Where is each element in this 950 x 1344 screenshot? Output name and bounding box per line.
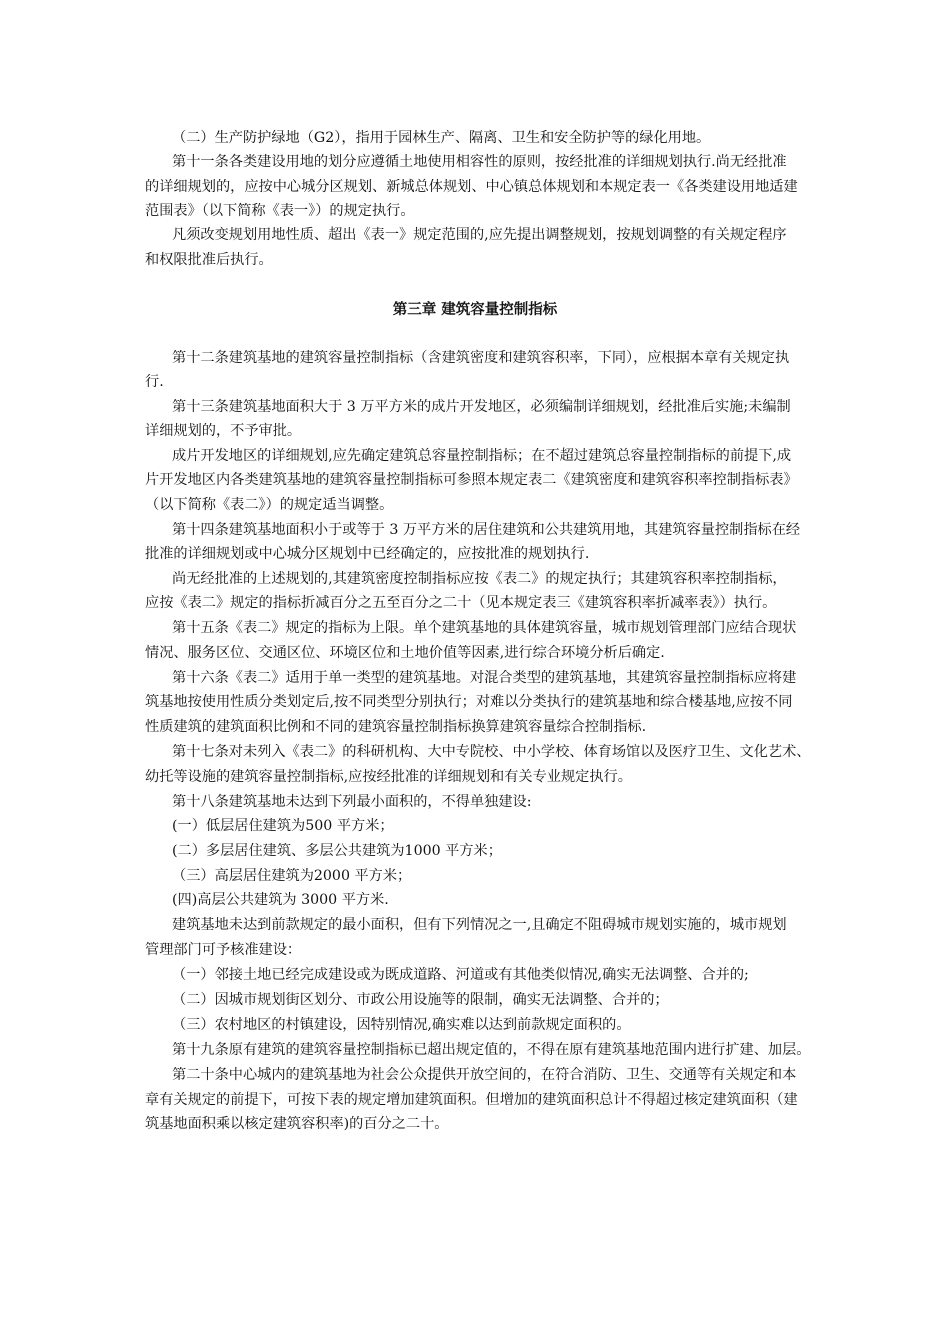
paragraph-line: 管理部门可予核准建设： — [145, 942, 302, 958]
paragraph-line: (一）低层居住建筑为500 平方米； — [172, 818, 394, 834]
paragraph-line: 和权限批准后执行。 — [145, 252, 273, 268]
paragraph-line: 凡须改变规划用地性质、超出《表一》规定范围的,应先提出调整规划，按规划调整的有关规定程序 — [172, 227, 787, 243]
paragraph-line: （一）邻接土地已经完成建设或为既成道路、河道或有其他类似情况,确实无法调整、合并的; — [172, 967, 749, 983]
paragraph-line: （三）高层居住建筑为2000 平方米； — [172, 868, 412, 884]
paragraph-line: 的详细规划的，应按中心城分区规划、新城总体规划、中心镇总体规划和本规定表一《各类建设用地适建 — [145, 179, 798, 195]
chapter-title: 第三章 建筑容量控制指标 — [392, 301, 558, 318]
paragraph-line: 第十九条原有建筑的建筑容量控制指标已超出规定值的，不得在原有建筑基地范围内进行扩建、加层。 — [172, 1042, 811, 1058]
paragraph-line: 批准的详细规划或中心城分区规划中已经确定的，应按批准的规划执行. — [145, 546, 590, 562]
paragraph-line: 第十七条对未列入《表二》的科研机构、大中专院校、中小学校、体育场馆以及医疗卫生、文化艺术、 — [172, 744, 811, 760]
paragraph-line: 尚无经批准的上述规划的,其建筑密度控制指标应按《表二》的规定执行；其建筑容积率控制指标， — [172, 571, 787, 587]
paragraph-line: （二）因城市规划街区划分、市政公用设施等的限制，确实无法调整、合并的； — [172, 992, 669, 1008]
paragraph-line: 筑基地按使用性质分类划定后,按不同类型分别执行；对难以分类执行的建筑基地和综合楼基地,应按不同 — [145, 694, 793, 710]
paragraph-line: 第十五条《表二》规定的指标为上限。单个建筑基地的具体建筑容量，城市规划管理部门应结合现状 — [172, 620, 797, 636]
paragraph-line: 行. — [145, 374, 164, 390]
paragraph-line: 第十二条建筑基地的建筑容量控制指标（含建筑密度和建筑容积率，下同），应根据本章有关规定执 — [172, 350, 790, 366]
paragraph-line: (四)高层公共建筑为 3000 平方米. — [172, 892, 389, 908]
paragraph-line: 范围表》（以下简称《表一》）的规定执行。 — [145, 203, 415, 219]
paragraph-line: 章有关规定的前提下，可按下表的规定增加建筑面积。但增加的建筑面积总计不得超过核定建筑面积（建 — [145, 1092, 798, 1108]
paragraph-line: 详细规划的，不予审批。 — [145, 423, 302, 439]
paragraph-line: 第十三条建筑基地面积大于 3 万平方米的成片开发地区，必须编制详细规划，经批准后实施;未编制 — [172, 399, 791, 415]
paragraph-line: 情况、服务区位、交通区位、环境区位和土地价值等因素,进行综合环境分析后确定. — [145, 645, 665, 661]
paragraph-line: 第十四条建筑基地面积小于或等于 3 万平方米的居住建筑和公共建筑用地，其建筑容量控制指标在经 — [172, 522, 801, 538]
paragraph-line: 第二十条中心城内的建筑基地为社会公众提供开放空间的，在符合消防、卫生、交通等有关规定和本 — [172, 1067, 797, 1083]
paragraph-line: 成片开发地区的详细规划,应先确定建筑总容量控制指标；在不超过建筑总容量控制指标的前提下,成 — [172, 448, 792, 464]
paragraph-line: 建筑基地未达到前款规定的最小面积，但有下列情况之一,且确定不阻碍城市规划实施的，城市规划 — [172, 917, 787, 933]
paragraph-line: （以下简称《表二》）的规定适当调整。 — [145, 497, 394, 513]
paragraph-line: 第十八条建筑基地未达到下列最小面积的，不得单独建设: — [172, 794, 532, 810]
paragraph-line: (二）多层居住建筑、多层公共建筑为1000 平方米； — [172, 843, 502, 859]
paragraph-line: 应按《表二》规定的指标折减百分之五至百分之二十（见本规定表三《建筑容积率折减率表》）执行。 — [145, 595, 777, 611]
paragraph-line: 片开发地区内各类建筑基地的建筑容量控制指标可参照本规定表二《建筑密度和建筑容积率控制指标表》 — [145, 472, 798, 488]
paragraph-line: 幼托等设施的建筑容量控制指标,应按经批准的详细规划和有关专业规定执行。 — [145, 769, 632, 785]
paragraph-line: 第十六条《表二》适用于单一类型的建筑基地。对混合类型的建筑基地，其建筑容量控制指标应将建 — [172, 670, 797, 686]
paragraph-line: （二）生产防护绿地（G2），指用于园林生产、隔离、卫生和安全防护等的绿化用地。 — [172, 130, 711, 146]
paragraph-line: 第十一条各类建设用地的划分应遵循土地使用相容性的原则，按经批准的详细规划执行.尚无经批准 — [172, 154, 787, 170]
paragraph-line: 筑基地面积乘以核定建筑容积率)的百分之二十。 — [145, 1116, 449, 1132]
paragraph-line: 性质建筑的建筑面积比例和不同的建筑容量控制指标换算建筑容量综合控制指标. — [145, 719, 647, 735]
paragraph-line: （三）农村地区的村镇建设，因特别情况,确实难以达到前款规定面积的。 — [172, 1017, 631, 1033]
